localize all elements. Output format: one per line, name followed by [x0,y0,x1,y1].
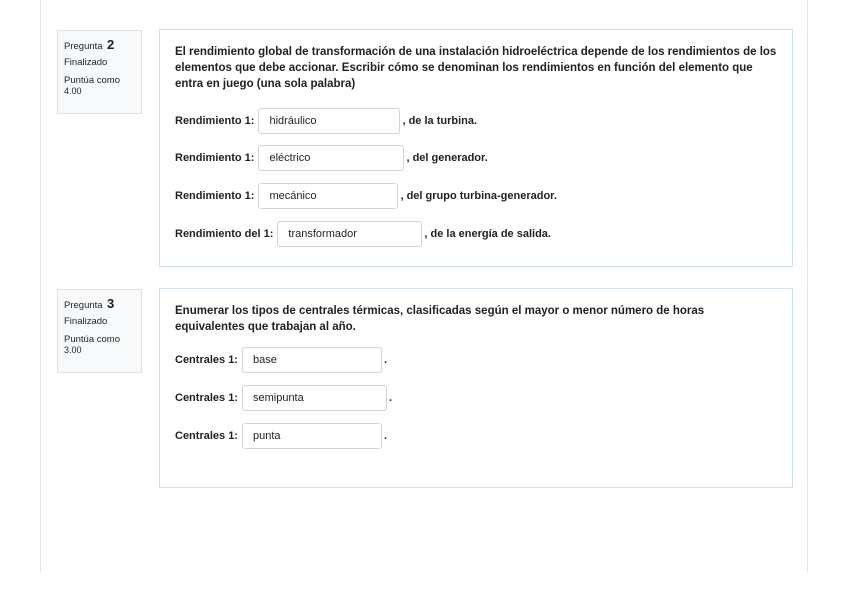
answer-prefix: Rendimiento 1: [175,152,255,164]
answer-prefix: Rendimiento 1: [175,115,255,127]
answer-line [175,347,387,373]
answer-line [175,145,488,171]
answer-suffix: . [383,430,388,442]
grade-label: Puntúa como [64,75,120,86]
answer-prefix: Centrales 1: [175,354,238,366]
answer-suffix: , del grupo turbina-generador. [400,190,557,202]
answer-suffix: . [388,392,393,404]
answer-input[interactable]: eléctrico [258,145,404,171]
answer-line [175,385,392,411]
answer-line [175,108,477,134]
question-text: Enumerar los tipos de centrales térmicas, clasificadas según el mayor o menor número de horas equivalentes que trabajan al año. [175,305,705,333]
answer-prefix: Rendimiento 1: [175,190,255,202]
question-label: Pregunta 2 [64,37,115,52]
answer-suffix: , de la turbina. [402,115,478,127]
question-state: Finalizado [64,316,108,327]
question-number: 2 [107,37,115,52]
answer-prefix: Centrales 1: [175,430,238,442]
question-number: 3 [107,296,115,311]
question-content-2 [159,29,793,267]
grade-value: 4.00 [64,86,82,96]
question-content-3 [159,288,793,488]
answer-line [175,183,557,209]
answer-input[interactable]: punta [242,423,382,449]
page-left-border [40,0,41,572]
question-text: El rendimiento global de transformación de una instalación hidroeléctrica depende de los rendimientos de los elementos que debe accionar. Escribir cómo se denominan los rendimientos en función del elemento que entra en juego (una sola palabra) [175,46,777,90]
answer-input[interactable]: transformador [277,221,422,247]
answer-suffix: , del generador. [406,152,488,164]
answer-suffix: . [383,354,388,366]
answer-input[interactable]: mecánico [258,183,398,209]
answer-suffix: , de la energía de salida. [424,228,551,240]
answer-input[interactable]: base [242,347,382,373]
question-state: Finalizado [64,57,108,68]
question-label: Pregunta 3 [64,296,115,311]
grade-label: Puntúa como [64,334,120,345]
page-right-border [807,0,808,572]
answer-prefix: Centrales 1: [175,392,238,404]
answer-line [175,221,551,247]
question-info-3 [57,289,142,373]
answer-input[interactable]: hidráulico [258,108,400,134]
answer-line [175,423,387,449]
grade-value: 3.00 [64,345,82,355]
answer-prefix: Rendimiento del 1: [175,228,274,240]
answer-input[interactable]: semipunta [242,385,387,411]
question-info-2 [57,30,142,114]
